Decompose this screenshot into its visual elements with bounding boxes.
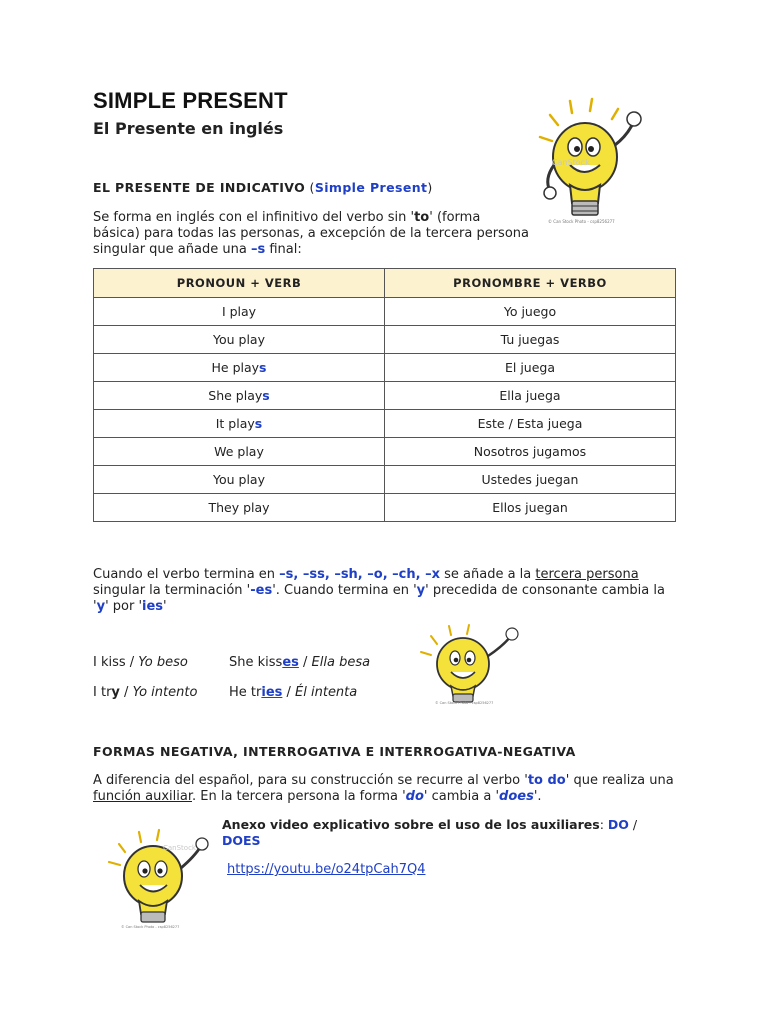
video-link[interactable]: https://youtu.be/o24tpCah7Q4 <box>227 862 426 877</box>
example-try-base: I try / Yo intento <box>93 685 198 700</box>
table-row <box>94 410 676 438</box>
lightbulb-mascot-image <box>103 826 218 931</box>
intro-paragraph: Se forma en inglés con el infinitivo del verbo sin 'to' (forma básica) para todas las personas, a excepción de la tercera persona singular que añade una –s final: <box>93 210 529 257</box>
pronoun-verb-cell: You play <box>94 466 385 494</box>
pronoun-verb-cell: They play <box>94 494 385 522</box>
table-header-row <box>94 269 676 298</box>
pronombre-verbo-cell: Ustedes juegan <box>385 466 676 494</box>
image-caption: © Can Stock Photo - csp8256277 <box>435 701 494 705</box>
heading-text: EL PRESENTE DE INDICATIVO <box>93 180 306 195</box>
pronoun-verb-cell: I play <box>94 298 385 326</box>
example-kiss-third: She kisses / Ella besa <box>229 655 371 670</box>
lightbulb-mascot-image <box>415 622 530 707</box>
column-header: PRONOUN + VERB <box>94 269 385 298</box>
image-caption: © Can Stock Photo - csp8256277 <box>548 219 615 224</box>
table-row <box>94 494 676 522</box>
conjugation-table <box>93 268 676 522</box>
table-row <box>94 326 676 354</box>
pronombre-verbo-cell: Nosotros jugamos <box>385 438 676 466</box>
watermark-text: CanStock <box>552 158 590 167</box>
annex-note: Anexo video explicativo sobre el uso de los auxiliares: DO / DOES <box>222 817 638 848</box>
pronombre-verbo-cell: Este / Esta juega <box>385 410 676 438</box>
table-row <box>94 354 676 382</box>
table-row <box>94 298 676 326</box>
table-row <box>94 438 676 466</box>
third-person-suffix: s <box>262 388 270 403</box>
pronombre-verbo-cell: Yo juego <box>385 298 676 326</box>
example-kiss-base: I kiss / Yo beso <box>93 655 188 670</box>
pronoun-verb-cell: He plays <box>94 354 385 382</box>
rule-paragraph: Cuando el verbo termina en –s, –ss, –sh, –o, –ch, –x se añade a la tercera persona singular la terminación '-es'. Cuando termina en 'y' precedida de consonante cambia la 'y' por 'ies' <box>93 567 665 614</box>
pronoun-verb-cell: We play <box>94 438 385 466</box>
heading-paren: ( <box>305 180 315 195</box>
pronoun-verb-cell: It plays <box>94 410 385 438</box>
column-header: PRONOMBRE + VERBO <box>385 269 676 298</box>
image-caption: © Can Stock Photo - csp8256277 <box>121 925 180 929</box>
auxiliary-paragraph: A diferencia del español, para su construcción se recurre al verbo 'to do' que realiza una función auxiliar. En la tercera persona la forma 'do' cambia a 'does'. <box>93 773 674 804</box>
lightbulb-mascot-image <box>530 95 650 225</box>
pronombre-verbo-cell: Tu juegas <box>385 326 676 354</box>
pronoun-verb-cell: She plays <box>94 382 385 410</box>
pronombre-verbo-cell: Ellos juegan <box>385 494 676 522</box>
example-try-third: He tries / Él intenta <box>229 685 358 700</box>
third-person-suffix: s <box>254 416 263 431</box>
pronombre-verbo-cell: El juega <box>385 354 676 382</box>
table-row <box>94 382 676 410</box>
heading-paren: ) <box>427 180 433 195</box>
page-title: SIMPLE PRESENT <box>93 88 288 113</box>
pronoun-verb-cell: You play <box>94 326 385 354</box>
third-person-suffix: s <box>259 360 267 375</box>
section-heading-formas: FORMAS NEGATIVA, INTERROGATIVA E INTERROGATIVA-NEGATIVA <box>93 744 576 759</box>
pronombre-verbo-cell: Ella juega <box>385 382 676 410</box>
table-row <box>94 466 676 494</box>
heading-highlight: Simple Present <box>314 180 428 195</box>
page-subtitle: El Presente en inglés <box>93 119 284 138</box>
section-heading-indicativo <box>93 180 433 195</box>
watermark-text: CanStock <box>163 844 196 852</box>
